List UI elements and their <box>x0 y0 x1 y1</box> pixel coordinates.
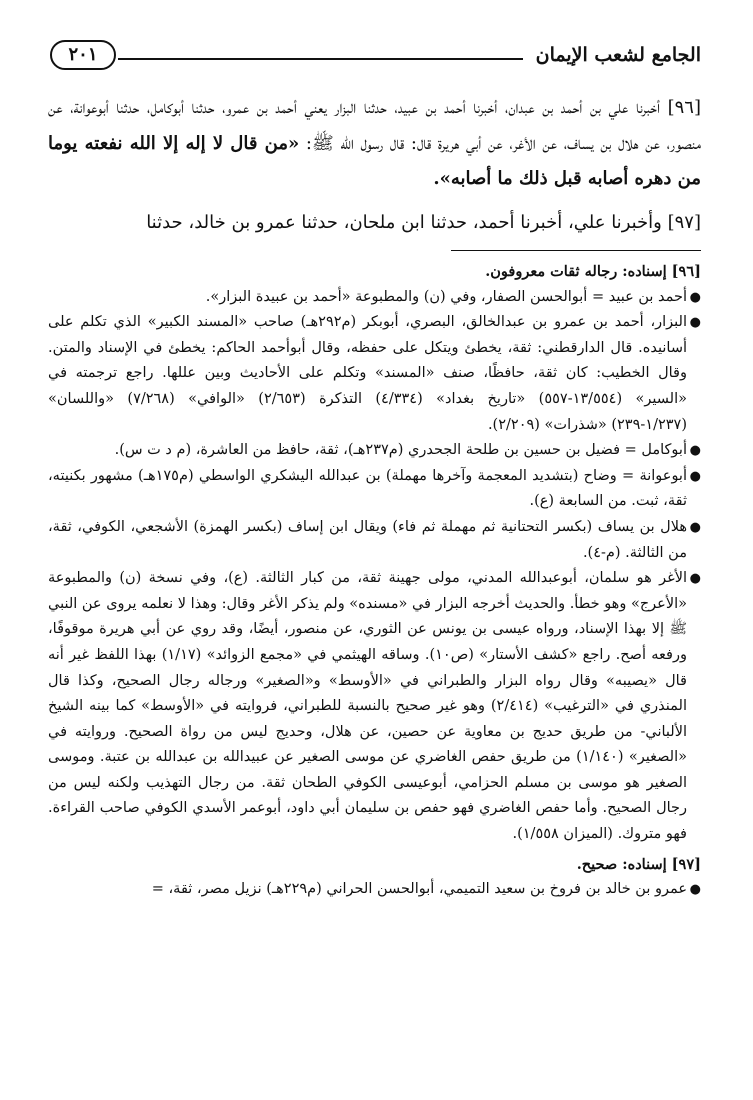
footnote-item: ● أبوعوانة = وضاح (بتشديد المعجمة وآخرها مهملة) بن عبدالله اليشكري الواسطي (م١٧٥هـ) مشهور بكنيته، ثقة، ثبت. من السابعة (ع). <box>48 464 701 515</box>
footnote-item: ● الأغر هو سلمان، أبوعبدالله المدني، مولى جهينة ثقة، من كبار الثالثة. (ع)، وفي نسخة (ن) والمطبوعة «الأعرج» وهو خطأ. والحديث أخرجه البزار في «مسنده» ولم يذكر الأغر وقال: وهذا لا نعلمه يروى عن النبي ﷺ إلا بهذا الإسناد، ورواه عيسى بن يونس عن الثوري، عن منصور، أيضًا، وقد روي عن أبي هريرة موقوفًا، ورفعه أصح. راجع «كشف الأستار» (ص١٠). وساقه الهيثمي في «مجمع الزوائد» (١/١٧) بهذا اللفظ غير أنه قال «يصيبه» وقال رواه البزار والطبراني في «الأوسط» و«الصغير» ورجاله رجال الصحيح، وكذا قال المنذري في «الترغيب» (٢/٤١٤) وهو غير صحيح بالنسبة للطبراني، فروايته في «الأوسط» كما بينه الشيخ الألباني- من طريق حديج بن معاوية عن حصين، عن هلال، وحديج ليس من رواة الصحيح. وروايته في «الصغير» (١/١٤٠) من طريق حفص الغاضري عن موسى الصغير عن عبيدالله بن عبدالله بن عتبة. وموسى الصغير هو موسى بن مسلم الحزامي، أبوعيسى الكوفي الطحان ثقة. من رجال التهذيب ولكنه ليس من رجال الصحيح. وأما حفص الغاضري فهو حفص بن سليمان أبي داود، أبوعمر الأسدي الكوفي صاحب القراءة. فهو متروك. (الميزان ١/٥٥٨). <box>48 566 701 848</box>
main-text <box>48 90 701 240</box>
page-header <box>48 34 701 82</box>
bullet-icon: ● <box>689 519 701 535</box>
bullet-icon: ● <box>689 289 701 305</box>
page-number: ٢٠١ <box>50 40 116 70</box>
hadith-96 <box>48 90 701 197</box>
running-title: الجامع لشعب الإيمان <box>535 44 701 66</box>
footnote-item: ● عمرو بن خالد بن فروخ بن سعيد التميمي، أبوالحسن الحراني (م٢٢٩هـ) نزيل مصر، ثقة، = <box>48 877 701 903</box>
bullet-icon: ● <box>689 443 701 459</box>
footnote-97-list <box>48 877 701 903</box>
hadith-97: [٩٧] وأخبرنا علي، أخبرنا أحمد، حدثنا ابن ملحان، حدثنا عمرو بن خالد، حدثنا <box>146 211 701 233</box>
footnote-item: ● البزار، أحمد بن عمرو بن عبدالخالق، البصري، أبوبكر (م٢٩٢هـ) صاحب «المسند الكبير» الذي تكلم على أسانيده. قال الدارقطني: ثقة، يخطئ ويتكل على حفظه، وقال أبوأحمد الحاكم: يخطئ في الإسناد والمتن. وقال الخطيب: كان ثقة، حافظًا، صنف «المسند» وتكلم على الأحاديث وبين عللها. راجع ترجمته في «السير» (١٣/٥٥٤-٥٥٧) «تاريخ بغداد» (٤/٣٣٤) التذكرة (٢/٦٥٣) «الوافي» (٧/٢٦٨) «واللسان» (١/٢٣٧-٢٣٩) «شذرات» (٢/٢٠٩). <box>48 310 701 438</box>
footnote-96-heading: [٩٦] إسناده: رجاله ثقات معروفون. <box>485 263 701 280</box>
hadith-96-isnad: [٩٦] أخبرنا علي بن أحمد بن عبدان، أخبرنا أحمد بن عبيد، حدثنا البزار يعني أحمد بن عمرو، حدثنا أبوكامل، حدثنا أبوعوانة، عن منصور، عن هلال بن يساف، عن الأغر، عن أبي هريرة قال: قال رسول الله ﷺ: <box>48 97 701 154</box>
bullet-icon: ● <box>689 315 701 331</box>
header-rule <box>118 58 523 60</box>
bullet-icon: ● <box>689 882 701 898</box>
footnote-separator <box>451 250 701 251</box>
footnote-97-heading: [٩٧] إسناده: صحيح. <box>576 855 701 873</box>
footnote-item: ● أبوكامل = فضيل بن حسين بن طلحة الجحدري (م٢٣٧هـ)، ثقة، حافظ من العاشرة، (م د ت س). <box>48 438 701 464</box>
bullet-icon: ● <box>689 468 701 484</box>
bullet-icon: ● <box>689 571 701 587</box>
footnotes <box>48 259 701 903</box>
hadith-96-matn: «من قال لا إله إلا الله نفعته يوما من دهره أصابه قبل ذلك ما أصابه». <box>48 132 701 189</box>
footnote-item: ● هلال بن يساف (بكسر التحتانية ثم مهملة ثم فاء) ويقال ابن إساف (بكسر الهمزة) الأشجعي، الكوفي، ثقة، من الثالثة. (م-٤). <box>48 515 701 566</box>
footnote-96-list <box>48 285 701 848</box>
footnote-item: ● أحمد بن عبيد = أبوالحسن الصفار، وفي (ن) والمطبوعة «أحمد بن عبيدة البزار». <box>48 285 701 311</box>
